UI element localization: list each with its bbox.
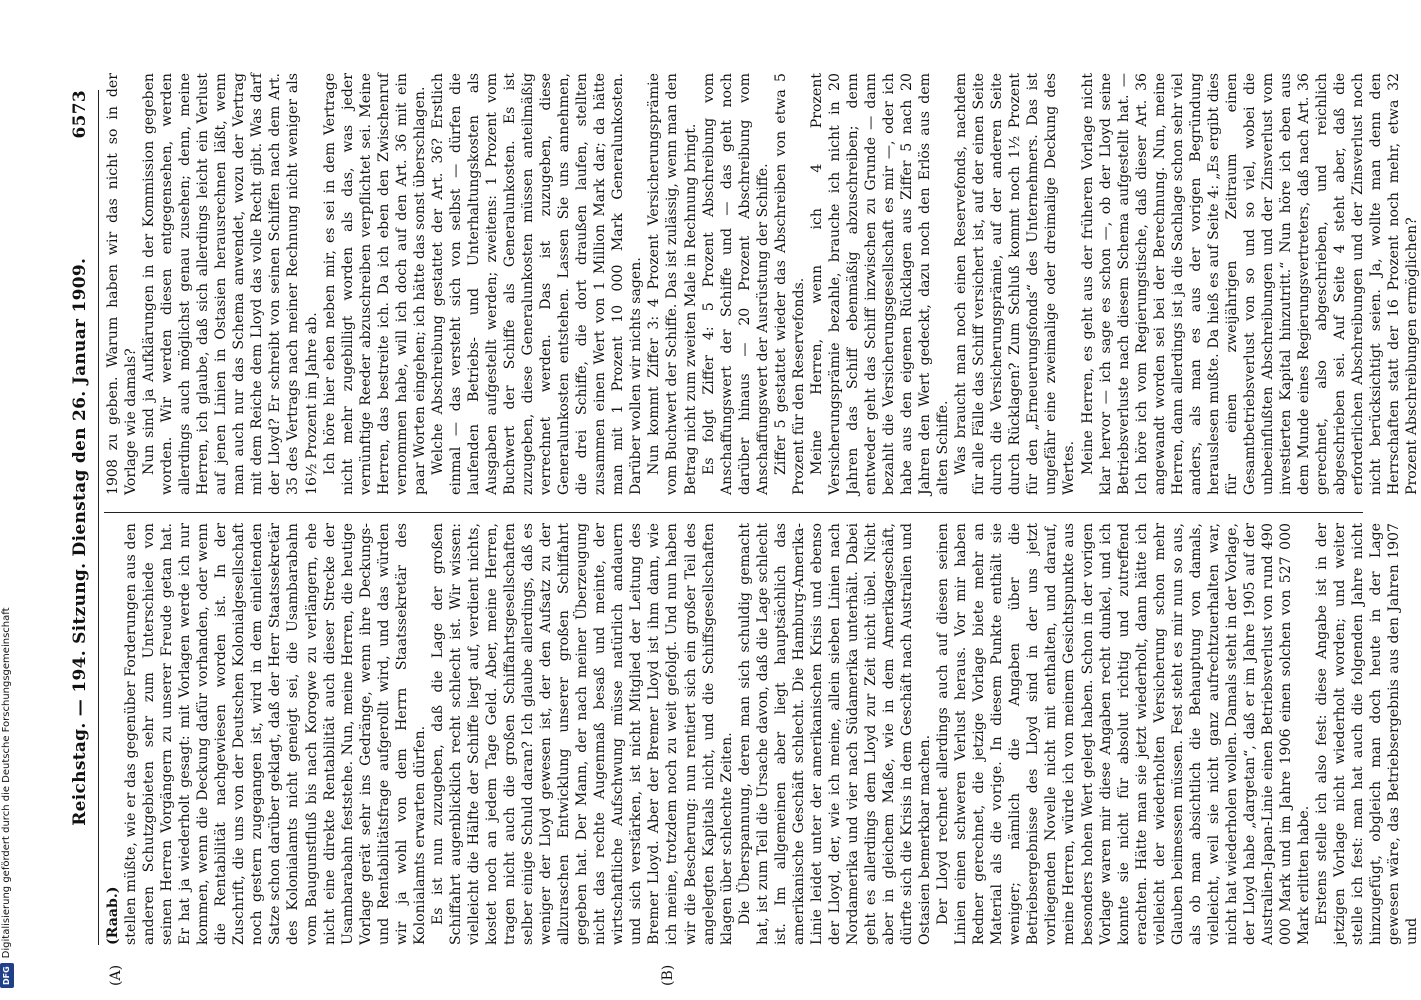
paragraph: Erstens stelle ich also fest: diese Angabe ist in der jetzigen Vorlage nicht wiederholt worden; und weiter stelle ich fest: man hat auch die folgenden Jahre nicht hinzugefügt, obgleich man doch heute in der Lage gewesen wäre, das Betriebsergebnis aus den Jahren 1907 und: [1314, 523, 1421, 945]
digitization-credit: [0, 0, 14, 1000]
paragraph: Meine Herren, es geht aus der früheren Vorlage nicht klar hervor — ich sage es schon —, ob der Lloyd seine Betriebsverluste nach diesem Schema aufgestellt hat. — Ich höre ich vom Regierungstische, daß dieser Art. 36 angewandt worden sei bei der Berechnung. Nun, meine Herren, dann allerdings ist ja die Sachlage schon sehr viel anders, als man es aus der vorigen Begründung herauslesen mußte. Da hieß es auf Seite 4: „Es ergibt dies für einen zweijährigen Zeitraum einen Gesamtbetriebsverlust von so und so viel, wobei die unbeeinflußten Abschreibungen und der Zinsverlust vom investierten Kapital hinzutritt.“ Nun höre ich eben aus dem Munde eines Regierungsvertreters, daß nach Art. 36 gerechnet, also abgeschrieben, und reichlich abgeschrieben sei. Auf Seite 4 steht aber, daß die erforderlichen Abschreibungen und der Zinsverlust noch nicht berücksichtigt seien. Ja, wollte man denn den Herrschaften statt der 16 Prozent noch mehr, etwa 32 Prozent Abschreibungen ermöglichen?: [1079, 73, 1421, 495]
column-rule: [104, 512, 1363, 513]
dfg-logo: DFG: [0, 963, 14, 988]
paragraph: Ich höre hier eben neben mir, es sei in dem Vertrage nicht mehr zugebilligt worden als das, was jeder vernünftige Reeder abzuschreiben verpflichtet sei. Meine Herren, das bestreite ich. Da ich eben den Zwischenruf vernommen habe, will ich doch auf den Art. 36 mit ein paar Worten eingehen; ich hätte das sonst überschlagen.: [321, 73, 428, 495]
paragraph: Was braucht man noch einen Reservefonds, nachdem für alle Fälle das Schiff versichert ist, auf der einen Seite durch die Versicherungsprämie, auf der anderen Seite durch Rücklagen? Zum Schluß kommt noch 1½ Prozent für den „Erneuerungsfonds“ des Unternehmers. Das ist ungefähr eine zweimalige oder dreimalige Deckung des Wertes.: [953, 73, 1078, 495]
margin-letter-b: (B): [660, 964, 676, 986]
header-rule: [98, 90, 99, 945]
paragraph: Nun kommt Ziffer 3: 4 Prozent Versicherungsprämie vom Buchwert der Schiffe. Das ist zulässig, wenn man den Betrag nicht zum zweiten Male in Rechnung bringt.: [646, 73, 699, 495]
paragraph: Der Lloyd rechnet allerdings auch auf diesen seinen Linien einen schweren Verlust heraus. Vor mir haben Redner gerechnet, die jetzige Vorlage biete mehr an Material als die vorige. In diesem Punkte enthält sie weniger; nämlich die Angaben über die Betriebsergebnisse des Lloyd sind in der uns jetzt vorliegenden Novelle nicht mit enthalten, und darauf, meine Herren, würde ich von meinem Gesichtspunkte aus besonders hohen Wert gelegt haben. Schon in der vorigen Vorlage waren mir diese Angaben recht dunkel, und ich konnte sie nicht für absolut richtig und zutreffend erachten. Hätte man sie jetzt wiederholt, dann hätte ich vielleicht der wiederholten Versicherung schon mehr Glauben beimessen müssen. Fest steht es mir nun so aus, als ob man absichtlich die Behauptung von damals, vielleicht, weil sie nicht ganz aufrechtzuerhalten war, nicht hat wiederholen wollen. Damals steht in der Vorlage, der Lloyd habe „dargetan“, daß er im Jahre 1905 auf der Australien-Japan-Linie einen Betriebsverlust von rund 490 000 Mark und im Jahre 1906 einen solchen von 527 000 Mark erlitten habe.: [935, 523, 1313, 945]
page-number: 6573: [70, 90, 90, 139]
speaker-name: (Raab.): [105, 886, 121, 945]
paragraph: stellen müßte, wie er das gegenüber Forderungen aus den anderen Schutzgebieten sehr zum Unterschiede von seinen Herren Vorgängern zu unserer Freude getan hat. Er hat ja wiederholt gesagt: mit Vorlagen werde ich nur kommen, wenn die Deckung dafür vorhanden, oder wenn die Rentabilität nachgewiesen worden ist. In der Zuschrift, die uns von der Deutschen Kolonialgesellschaft noch gestern zugegangen ist, wird in dem einleitenden Satze schon darüber geklagt, daß der Herr Staatssekretär des Kolonialamts nicht geneigt sei, die Usambarabahn vom Baugunstfluß bis nach Korogwe zu verlängern, ehe nicht eine direkte Rentabilität auch dieser Strecke der Usambarabahn feststehe. Nun, meine Herren, die heutige Vorlage gerät sehr ins Gedränge, wenn ihre Deckungs- und Rentabilitätsfrage aufgerollt wird, und das würden wir ja wohl von dem Herrn Staatssekretär des Kolonialamts erwarten dürfen.: [123, 523, 428, 945]
text-column-right: [104, 73, 1421, 495]
paragraph: Meine Herren, wenn ich 4 Prozent Versicherungsprämie bezahle, brauche ich nicht in 20 Jahren das Schiff ebenmäßig abzuschreiben; denn entweder geht das Schiff inzwischen zu Grunde — dann bezahlt die Versicherungsgesellschaft es mir —, oder ich habe aus den eigenen Rücklagen aus Ziffer 5 nach 20 Jahren den Wert gedeckt, dazu noch den Erlös aus dem alten Schiffe.: [808, 73, 952, 495]
header-title: Reichstag. — 194. Sitzung. Dienstag den 26. Januar 1909.: [70, 257, 90, 826]
paragraph: Ziffer 5 gestattet wieder das Abschreiben von etwa 5 Prozent für den Reservefonds.: [772, 73, 807, 495]
margin-letter-a: (A): [108, 964, 124, 986]
paragraph: Welche Abschreibung gestattet der Art. 36? Erstlich einmal — das versteht sich von selbst — dürfen die laufenden Betriebs- und Unterhaltungskosten als Ausgaben aufgestellt werden; zweitens: 1 Prozent vom Buchwert der Schiffe als Generalunkosten. Es ist zuzugeben, diese Generalunkosten müssen anteilmäßig verrechnet werden. Das ist zuzugeben, diese Generalunkosten entstehen. Lassen Sie uns annehmen, die drei Schiffe, die dort draußen laufen, stellten zusammen einen Wert von 1 Million Mark dar; da hätte man mit 1 Prozent 10 000 Mark Generalunkosten. Darüber wollen wir nichts sagen.: [429, 73, 645, 495]
paragraph: Es folgt Ziffer 4: 5 Prozent Abschreibung vom Anschaffungswert der Schiffe und — das geht noch darüber hinaus — 20 Prozent Abschreibung vom Anschaffungswert der Ausrüstung der Schiffe.: [700, 73, 771, 495]
paragraph: 1908 zu geben. Warum haben wir das nicht so in der Vorlage wie damals?: [105, 73, 140, 495]
digitization-credit-text: Digitalisierung gefördert durch die Deutsche Forschungsgemeinschaft: [1, 607, 12, 959]
running-head: [70, 90, 96, 945]
paragraph: Die Überspannung, deren man sich schuldig gemacht hat, ist zum Teil die Ursache davon, daß die Lage schlecht ist. Im allgemeinen aber liegt hauptsächlich das amerikanische Geschäft schlecht. Die Hamburg-Amerika-Linie leidet unter der amerikanischen Krisis und ebenso der Lloyd, der, wie ich meine, allein sieben Linien nach Nordamerika und vier nach Südamerika unterhält. Dabei geht es allerdings dem Lloyd zur Zeit nicht übel. Nicht aber in gleichem Maße, wie in dem Amerikageschäft, dürfte sich die Krisis in dem Geschäft nach Australien und Ostasien bemerkbar machen.: [736, 523, 934, 945]
paragraph: Es ist nun zuzugeben, daß die Lage der großen Schiffahrt augenblicklich recht schlecht ist. Wir wissen: vielleicht die Hälfte der Schiffe liegt auf, verdient nichts, kostet noch an jedem Tage Geld. Aber, meine Herren, tragen nicht auch die großen Schiffahrtsgesellschaften selber einige Schuld daran? Ich glaube allerdings, daß es weniger der Lloyd gewesen ist, der den Aufsatz zu der allzuraschen Entwicklung unserer großen Schiffahrt gegeben hat. Der Mann, der nach meiner Überzeugung nicht das rechte Augenmaß besaß und meinte, der wirtschaftliche Aufschwung müsse natürlich andauern und sich verstärken, ist nicht Mitglied der Leitung des Bremer Lloyd. Aber der Bremer Lloyd ist ihm dann, wie ich meine, trotzdem noch zu weit gefolgt. Und nun haben wir die Bescherung: nun rentiert sich ein großer Teil des angelegten Kapitals nicht, und die Schiffsgesellschaften klagen über schlechte Zeiten.: [429, 523, 735, 945]
rotated-page: [60, 60, 1421, 1000]
text-column-left: [104, 523, 1421, 945]
paragraph: Nun sind ja Aufklärungen in der Kommission gegeben worden. Wir werden diesen entgegensehen, werden allerdings auch möglichst genau zusehen; denn, meine Herren, ich glaube, daß sich allerdings leicht ein Verlust auf jenen Linien in Ostasien herausrechnen läßt, wenn man auch nur das Schema anwendet, wozu der Vertrag mit dem Reiche dem Lloyd das volle Recht gibt. Was darf der Lloyd? Er schreibt von seinen Schiffen nach dem Art. 35 des Vertrags nach meiner Rechnung nicht weniger als 16½ Prozent im Jahre ab.: [141, 73, 320, 495]
